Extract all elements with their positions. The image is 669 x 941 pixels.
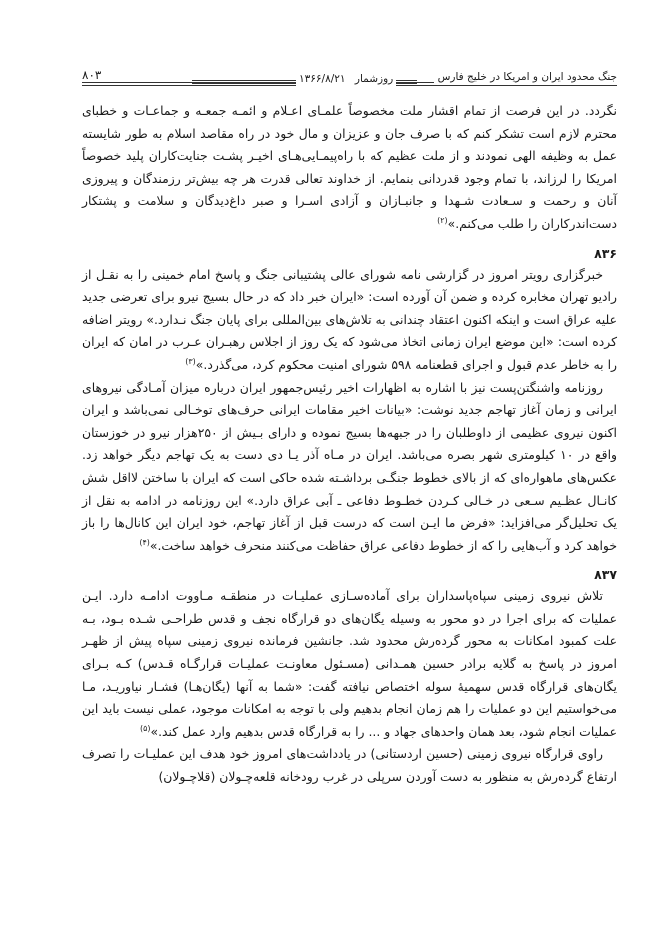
section-paragraph [82, 743, 617, 788]
paragraph-text: نگردد. در این فرصت از تمام اقشار ملت مخصوصاً علمـای اعـلام و ائمـه جمعـه و جماعـات و خطبای محترم لازم است تشکر کنم که با صرف جان و عزیزان و مال خود در راه مقاصد اسلام به طور شایسته عمل به وظیفه الهی نمودند و از ملت عظیم که با راه‌پیمـایی‌هـای اخیـر پشـت جنایت‌کاران پلید خصوصاً امریکا را لرزاند، با تمام وجود قدردانی بنمایم. از خداوند تعالی قدرت هر چه بیش‌تر رزمندگان و پیروزی آنان و رحمت و سـعادت شـهدا و جانبـازان و آزادی اسـرا و صبر داغ‌دیدگان و سلامت و پشتکار دست‌اندرکاران را طلب می‌کنم.» [82, 103, 617, 231]
header-label: روزشمار [354, 73, 394, 85]
header-date: ۱۳۶۶/۸/۲۱ [299, 73, 346, 85]
section-paragraph [82, 585, 617, 743]
footnote-ref: (۳) [185, 356, 196, 366]
section-number: ۸۳۷ [594, 567, 617, 583]
footnote-ref: (۵) [139, 723, 151, 733]
page-number: ۸۰۳ [82, 68, 102, 82]
section-paragraph [82, 264, 617, 377]
paragraph-text: تلاش نیروی زمینی سپاه‌پاسداران برای آماده‌سـازی عملیـات در منطقـه مـاووت ادامـه دارد. ایـن عملیات که برای اجرا در دو محور به وسیله یگان‌های دو قرارگاه نجف و قدس طراحـی شـده بـود، بـه علت کمبود امکانات به محور گرده‌رش محدود شد. جانشین فرمانده نیروی زمینی سپاه پیش از ظهـر امروز در پاسخ به گلایه برادر حسین همـدانی (مسـئول معاونـت عملیـات قرارگـاه قـدس) کـه بـرای یگان‌های قرارگاه قدس سهمیهٔ سوله اختصاص نیافته گفت: «شما به آنها (یگان‌هـا) فشـار نیاوریـد، مـا می‌خواستیم این دو عملیات را هم زمان انجام بدهیم ولی با توجه به امکانات موجود، عملی نیست باید این عملیات انجام شود، بعد همان واحدهای جهاد و ... را به قرارگاه قدس بدهیم وارد عمل کند.» [82, 588, 617, 739]
paragraph-text: خبرگزاری رویتر امروز در گزارشی نامه شورای عالی پشتیبانی جنگ و پاسخ امام خمینی را به نقـل از رادیو تهران مخابره کرده و ضمن آن آورده است: «ایران خبر داد که در حال بسیج نیرو برای تعرضی جدید علیه عراق است و اینکه اکنون اعتقاد چندانی به تلاش‌های بین‌المللی برای پایان جنگ نـدارد.» رویتر اضافه کرده است: «این موضع ایران زمانی اتخاذ می‌شود که یک روز از اجلاس رهبـران عـرب در امان که ایران را به خاطر عدم قبول و اجرای قطعنامه ۵۹۸ شورای امنیت محکوم کرد، می‌گذرد.» [82, 266, 617, 372]
footnote-ref: (۲) [437, 215, 448, 225]
intro-paragraph [82, 100, 617, 236]
paragraph-text: راوی قرارگاه نیروی زمینی (حسین اردستانی) در یادداشت‌های امروز خود هدف این عملیـات را تصرف ارتفاع گرده‌رش به منظور به دست آوردن سرپلی در غرب رودخانه قلعه‌چـولان (قلاچـولان) [82, 746, 617, 785]
header-date-block [296, 72, 396, 86]
footnote-ref: (۴) [139, 537, 150, 547]
book-page [82, 68, 617, 789]
section-number: ۸۳۶ [594, 245, 617, 261]
paragraph-text: روزنامه واشنگتن‌پست نیز با اشاره به اظهارات اخیر رئیس‌جمهور ایران درباره میزان آمـادگی نیروهای ایرانی و زمان آغاز تهاجم جدید نوشت: «بیانات اخیر مقامات ایرانی حرف‌های توخـالی نمی‌باشد و ایران اکنون نیروی عظیمی از داوطلبان را در جبهه‌ها بسیج نموده و دارای بـیش از ۲۵۰هزار نیرو در خوزستان واقع در ۱۰ کیلومتری شهر بصره می‌باشد. ایران در مـاه آذر یـا دی دست به یک تهاجم دیگر خواهد زد. عکس‌های ماهواره‌ای که از بالای خطوط جنگـی برداشـته شده حاکی است که ایران با ساختن لااقل شش کانـال عظـیم سـعی در خـالی کـردن خطـوط دفاعی ـ آبی عراق دارد.» این روزنامه در ادامه به نقل از یک تحلیل‌گر می‌افزاید: «فرض ما ایـن است که درست قبل از آغاز تهاجم، خود ایران این کانال‌ها را باز خواهد کرد و آب‌هایی را که از خطوط دفاعی عراق حفاظت می‌کنند منحرف خواهد ساخت.» [82, 379, 617, 553]
page-body [82, 100, 617, 789]
running-header [82, 68, 617, 92]
book-title: جنگ محدود ایران و امریکا در خلیج فارس [434, 70, 617, 84]
section-paragraph [82, 377, 617, 558]
